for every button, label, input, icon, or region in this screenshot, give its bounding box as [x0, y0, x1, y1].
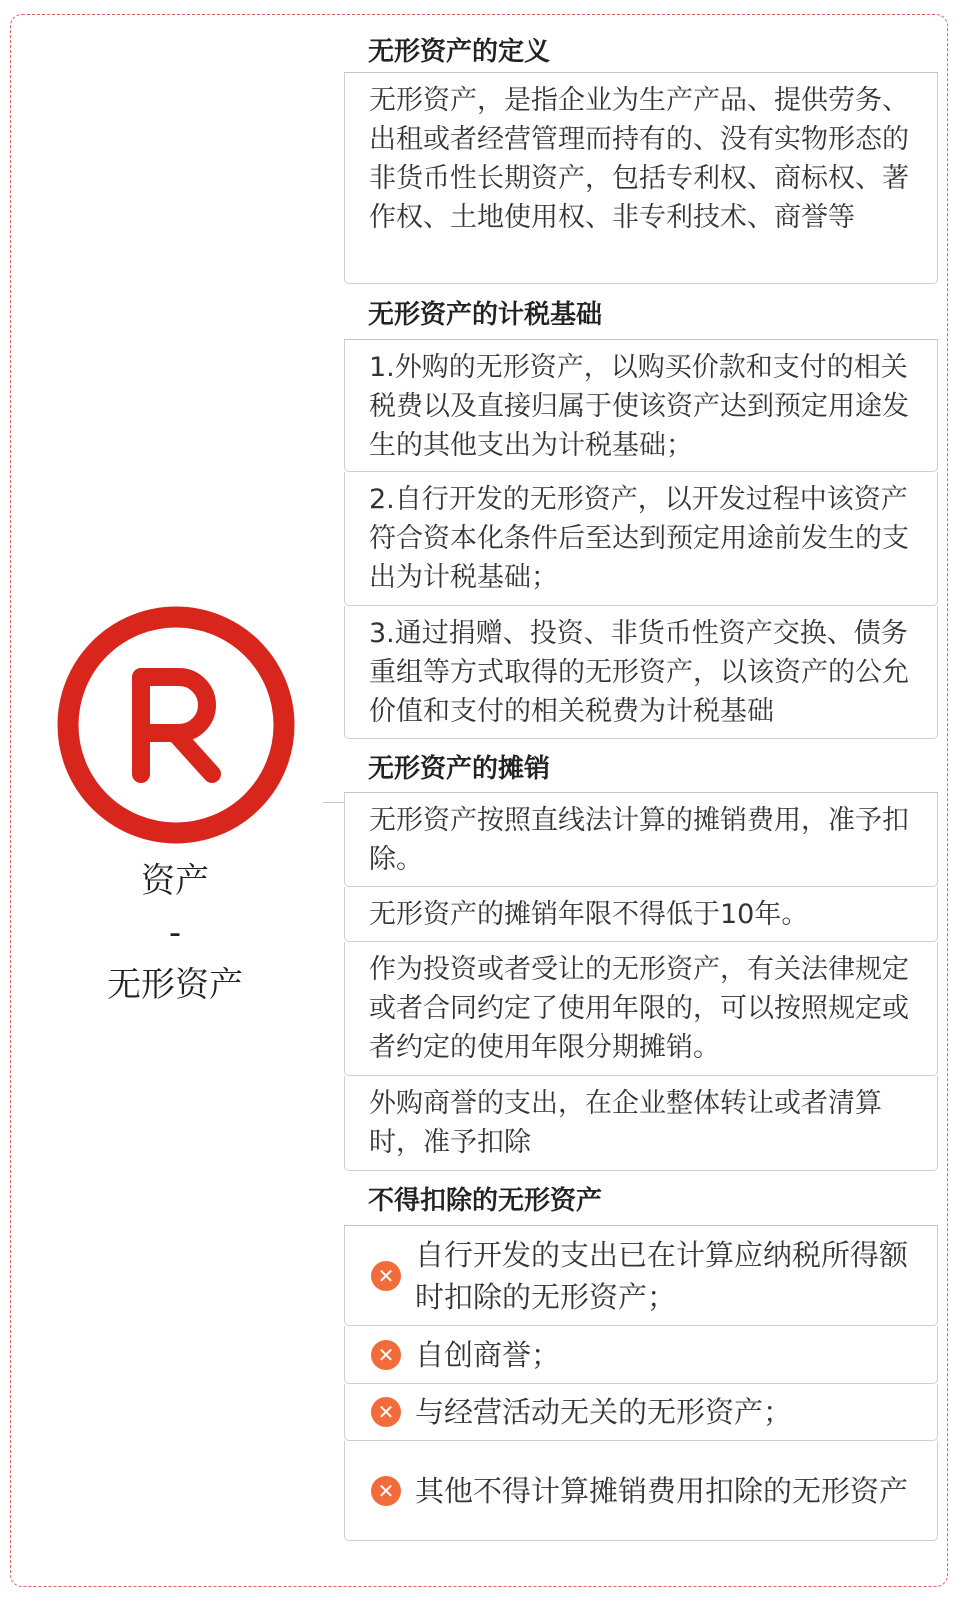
card-text: 3.通过捐赠、投资、非货币性资产交换、债务重组等方式取得的无形资产，以该资产的公允价值和支付的相关税费为计税基础 — [369, 618, 909, 727]
topic-column — [344, 26, 938, 1541]
section-heading-label: 无形资产的计税基础 — [368, 299, 603, 330]
non-deductible-item-3[interactable] — [344, 1384, 938, 1441]
amortization-card-4[interactable] — [344, 1076, 938, 1171]
item-text: 自创商誉； — [415, 1337, 561, 1372]
card-text: 无形资产的摊销年限不得低于10年。 — [369, 899, 809, 930]
section-heading-tax-basis[interactable] — [344, 284, 938, 340]
tax-basis-card-2[interactable] — [344, 472, 938, 606]
non-deductible-item-4[interactable] — [344, 1441, 938, 1541]
root-title-line3: 无形资产 — [107, 965, 243, 1005]
section-heading-label: 不得扣除的无形资产 — [368, 1186, 603, 1216]
section-heading-label: 无形资产的摊销 — [368, 753, 551, 784]
non-deductible-item-2[interactable] — [344, 1326, 938, 1384]
tax-basis-card-1[interactable] — [344, 340, 938, 472]
card-text: 外购商誉的支出，在企业整体转让或者清算时，准予扣除 — [369, 1088, 882, 1158]
item-text: 自行开发的支出已在计算应纳税所得额时扣除的无形资产； — [415, 1237, 909, 1314]
card-text: 2.自行开发的无形资产，以开发过程中该资产符合资本化条件后至达到预定用途前发生的支出为计税基础； — [369, 484, 909, 593]
amortization-card-3[interactable] — [344, 942, 938, 1076]
definition-card[interactable] — [344, 73, 938, 284]
card-text: 无形资产，是指企业为生产产品、提供劳务、出租或者经营管理而持有的、没有实物形态的非货币性长期资产，包括专利权、商标权、著作权、土地使用权、非专利技术、商誉等 — [369, 85, 909, 233]
section-heading-label: 无形资产的定义 — [368, 37, 551, 67]
card-text: 作为投资或者受让的无形资产，有关法律规定或者合同约定了使用年限的，可以按照规定或者约定的使用年限分期摊销。 — [369, 954, 909, 1063]
amortization-card-1[interactable] — [344, 793, 938, 887]
close-circle-icon: ✕ — [371, 1340, 401, 1370]
item-text: 其他不得计算摊销费用扣除的无形资产 — [415, 1473, 909, 1508]
close-circle-icon: ✕ — [371, 1397, 401, 1427]
branch-connector — [323, 802, 345, 803]
registered-trademark-icon — [55, 604, 297, 846]
card-text: 无形资产按照直线法计算的摊销费用，准予扣除。 — [369, 805, 909, 875]
section-heading-definition[interactable] — [344, 26, 938, 73]
non-deductible-item-1[interactable] — [344, 1226, 938, 1326]
close-circle-icon: ✕ — [371, 1261, 401, 1291]
section-heading-amortization[interactable] — [344, 739, 938, 793]
item-text: 与经营活动无关的无形资产； — [415, 1395, 793, 1429]
tax-basis-card-3[interactable] — [344, 606, 938, 739]
section-heading-non-deductible[interactable] — [344, 1171, 938, 1226]
amortization-card-2[interactable] — [344, 887, 938, 942]
root-title-line2: - — [168, 913, 182, 953]
root-title-line1: 资产 — [141, 861, 209, 901]
close-circle-icon: ✕ — [371, 1476, 401, 1506]
card-text: 1.外购的无形资产，以购买价款和支付的相关税费以及直接归属于使该资产达到预定用途发生的其他支出为计税基础； — [369, 352, 909, 461]
